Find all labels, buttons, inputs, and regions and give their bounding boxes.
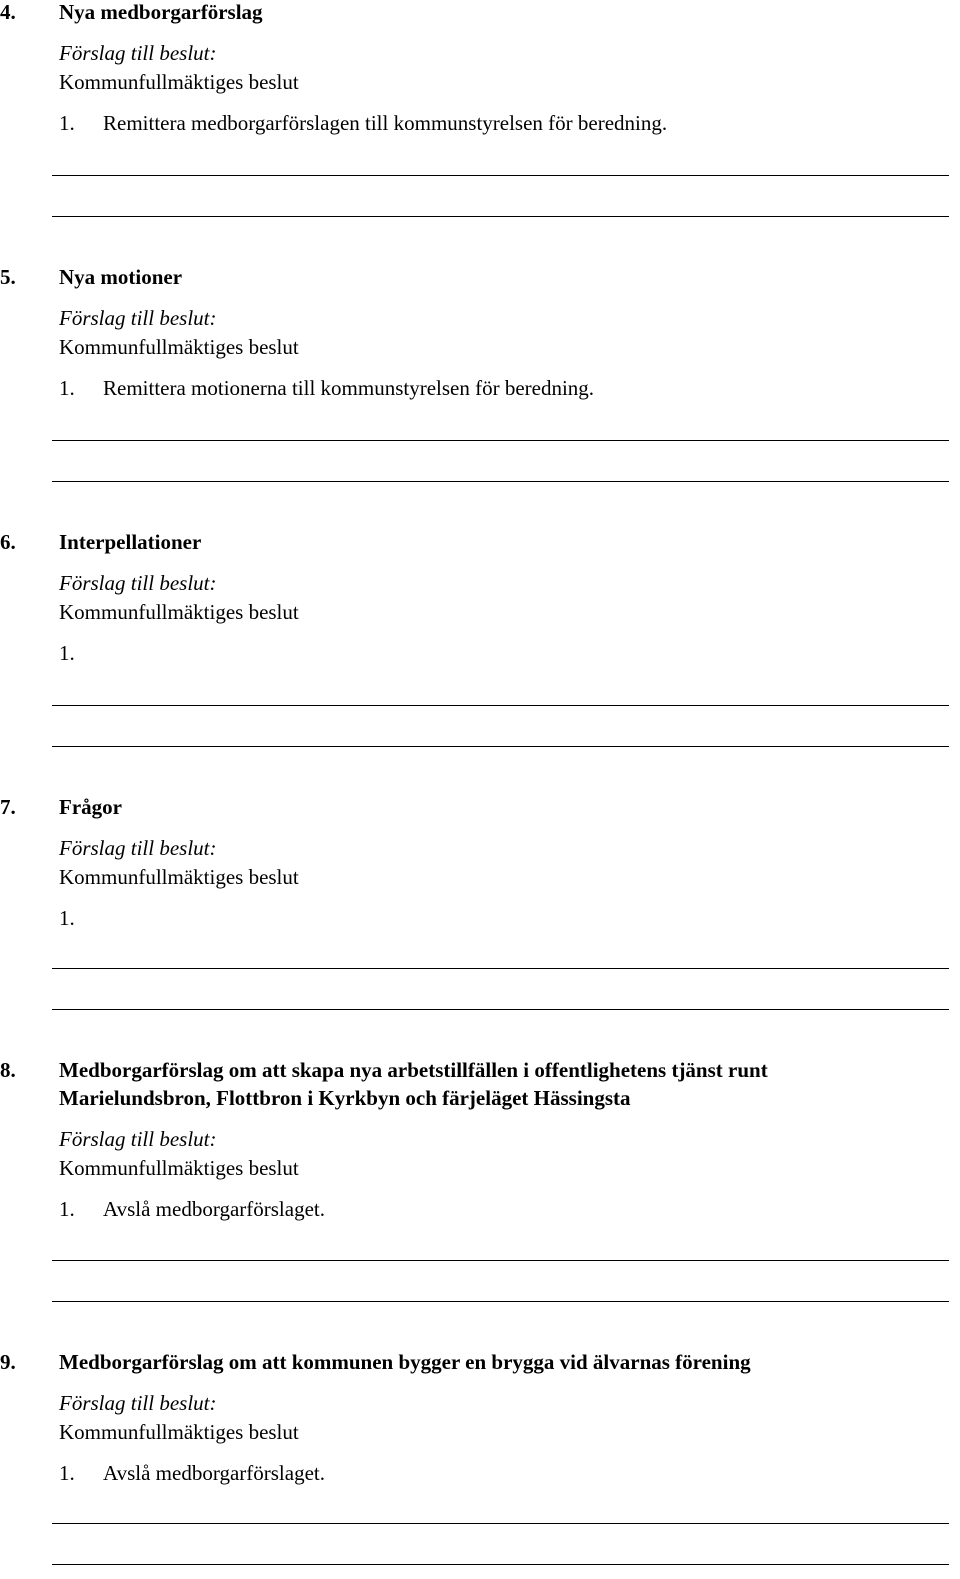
proposal-label: Förslag till beslut: xyxy=(59,1391,217,1415)
signature-line xyxy=(52,440,949,441)
agenda-item-heading xyxy=(0,793,919,821)
signature-line xyxy=(52,1009,949,1010)
decision-point xyxy=(59,1195,960,1224)
decision-point xyxy=(59,374,960,403)
decision-point xyxy=(59,639,960,668)
decision-label: Kommunfullmäktiges beslut xyxy=(59,1420,299,1444)
agenda-item-8 xyxy=(0,1056,960,1224)
agenda-item-number: 4. xyxy=(0,0,16,24)
signature-line xyxy=(52,746,949,747)
signature-line xyxy=(52,968,949,969)
decision-point-number: 1. xyxy=(59,111,75,135)
proposal-label: Förslag till beslut: xyxy=(59,1127,217,1151)
agenda-item-number: 8. xyxy=(0,1058,16,1082)
agenda-item-number: 5. xyxy=(0,265,16,289)
decision-point xyxy=(59,109,960,138)
decision-point xyxy=(59,904,960,933)
agenda-item-9 xyxy=(0,1348,960,1488)
agenda-item-7 xyxy=(0,793,960,933)
agenda-item-heading xyxy=(0,1348,919,1376)
decision-point xyxy=(59,1459,960,1488)
agenda-item-4 xyxy=(0,0,960,138)
decision-label: Kommunfullmäktiges beslut xyxy=(59,70,299,94)
proposal-label: Förslag till beslut: xyxy=(59,836,217,860)
signature-line xyxy=(52,1301,949,1302)
decision-point-number: 1. xyxy=(59,376,75,400)
agenda-item-title: Medborgarförslag om att kommunen bygger en brygga vid älvarnas förening xyxy=(59,1350,751,1374)
decision-point-number: 1. xyxy=(59,641,75,665)
signature-line xyxy=(52,216,949,217)
decision-label: Kommunfullmäktiges beslut xyxy=(59,335,299,359)
agenda-item-number: 9. xyxy=(0,1350,16,1374)
signature-line xyxy=(52,705,949,706)
agenda-item-title: Nya motioner xyxy=(59,265,183,289)
signature-line xyxy=(52,481,949,482)
agenda-item-title: Interpellationer xyxy=(59,530,202,554)
agenda-item-number: 7. xyxy=(0,795,16,819)
decision-point-number: 1. xyxy=(59,906,75,930)
decision-label: Kommunfullmäktiges beslut xyxy=(59,865,299,889)
signature-line xyxy=(52,1523,949,1524)
decision-point-text: Remittera medborgarförslagen till kommunstyrelsen för beredning. xyxy=(103,111,668,135)
agenda-item-title: Frågor xyxy=(59,795,122,819)
agenda-item-heading xyxy=(0,263,919,291)
agenda-item-6 xyxy=(0,528,960,668)
proposal-label: Förslag till beslut: xyxy=(59,306,217,330)
agenda-item-title: Medborgarförslag om att skapa nya arbetstillfällen i offentlighetens tjänst runt Marielundsbron, Flottbron i Kyrkbyn och färjeläget Hässingsta xyxy=(59,1058,768,1110)
decision-label: Kommunfullmäktiges beslut xyxy=(59,600,299,624)
decision-point-text: Remittera motionerna till kommunstyrelsen för beredning. xyxy=(103,376,595,400)
signature-line xyxy=(52,1260,949,1261)
agenda-item-5 xyxy=(0,263,960,403)
agenda-item-title: Nya medborgarförslag xyxy=(59,0,263,24)
agenda-item-heading xyxy=(0,528,919,556)
decision-point-number: 1. xyxy=(59,1461,75,1485)
agenda-item-number: 6. xyxy=(0,530,16,554)
agenda-item-heading xyxy=(0,0,919,26)
proposal-label: Förslag till beslut: xyxy=(59,571,217,595)
decision-point-number: 1. xyxy=(59,1197,75,1221)
decision-point-text: Avslå medborgarförslaget. xyxy=(103,1461,325,1485)
proposal-label: Förslag till beslut: xyxy=(59,41,217,65)
decision-point-text: Avslå medborgarförslaget. xyxy=(103,1197,325,1221)
signature-line xyxy=(52,175,949,176)
agenda-item-heading xyxy=(0,1056,919,1112)
decision-label: Kommunfullmäktiges beslut xyxy=(59,1156,299,1180)
signature-line xyxy=(52,1564,949,1565)
